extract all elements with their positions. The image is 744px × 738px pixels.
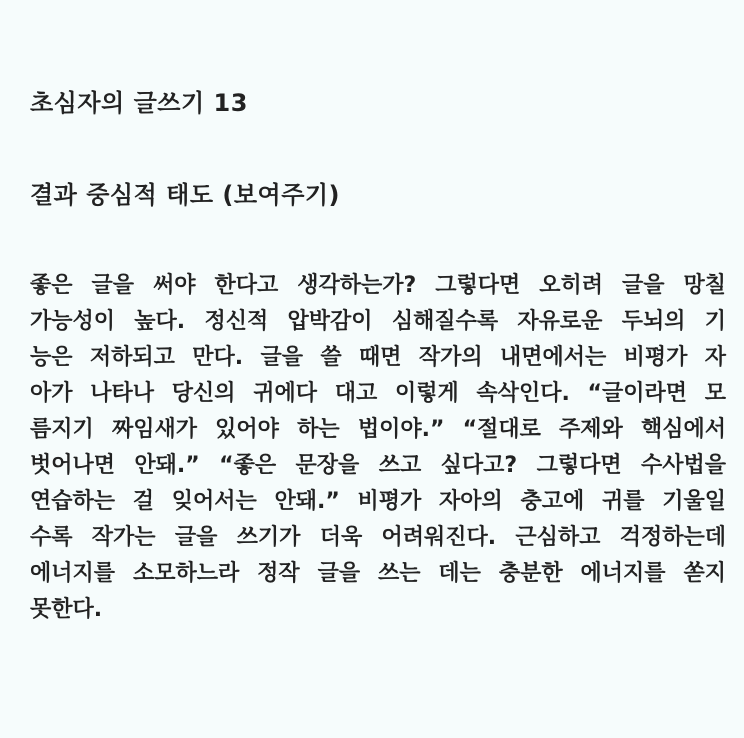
body-line: 에너지를 소모하느라 정작 글을 쓰는 데는 충분한 에너지를 쏟지 xyxy=(30,561,726,586)
page-title: 초심자의 글쓰기 13 xyxy=(30,89,248,117)
body-line: 능은 저하되고 만다. 글을 쓸 때면 작가의 내면에서는 비평가 자 xyxy=(30,345,726,370)
body-line: 연습하는 걸 잊어서는 안돼.” 비평가 자아의 충고에 귀를 기울일 xyxy=(30,489,726,514)
body-line: 벗어나면 안돼.” “좋은 문장을 쓰고 싶다고? 그렇다면 수사법을 xyxy=(30,453,726,478)
body-line: 가능성이 높다. 정신적 압박감이 심해질수록 자유로운 두뇌의 기 xyxy=(30,309,726,334)
body-line: 좋은 글을 써야 한다고 생각하는가? 그렇다면 오히려 글을 망칠 xyxy=(30,273,726,298)
section-subtitle: 결과 중심적 태도 (보여주기) xyxy=(30,181,341,209)
body-paragraph xyxy=(30,268,726,628)
body-line: 름지기 짜임새가 있어야 하는 법이야.” “절대로 주제와 핵심에서 xyxy=(30,417,726,442)
body-line: 아가 나타나 당신의 귀에다 대고 이렇게 속삭인다. “글이라면 모 xyxy=(30,381,726,406)
body-line: 수록 작가는 글을 쓰기가 더욱 어려워진다. 근심하고 걱정하는데 xyxy=(30,525,726,550)
body-line: 못한다. xyxy=(30,597,103,622)
